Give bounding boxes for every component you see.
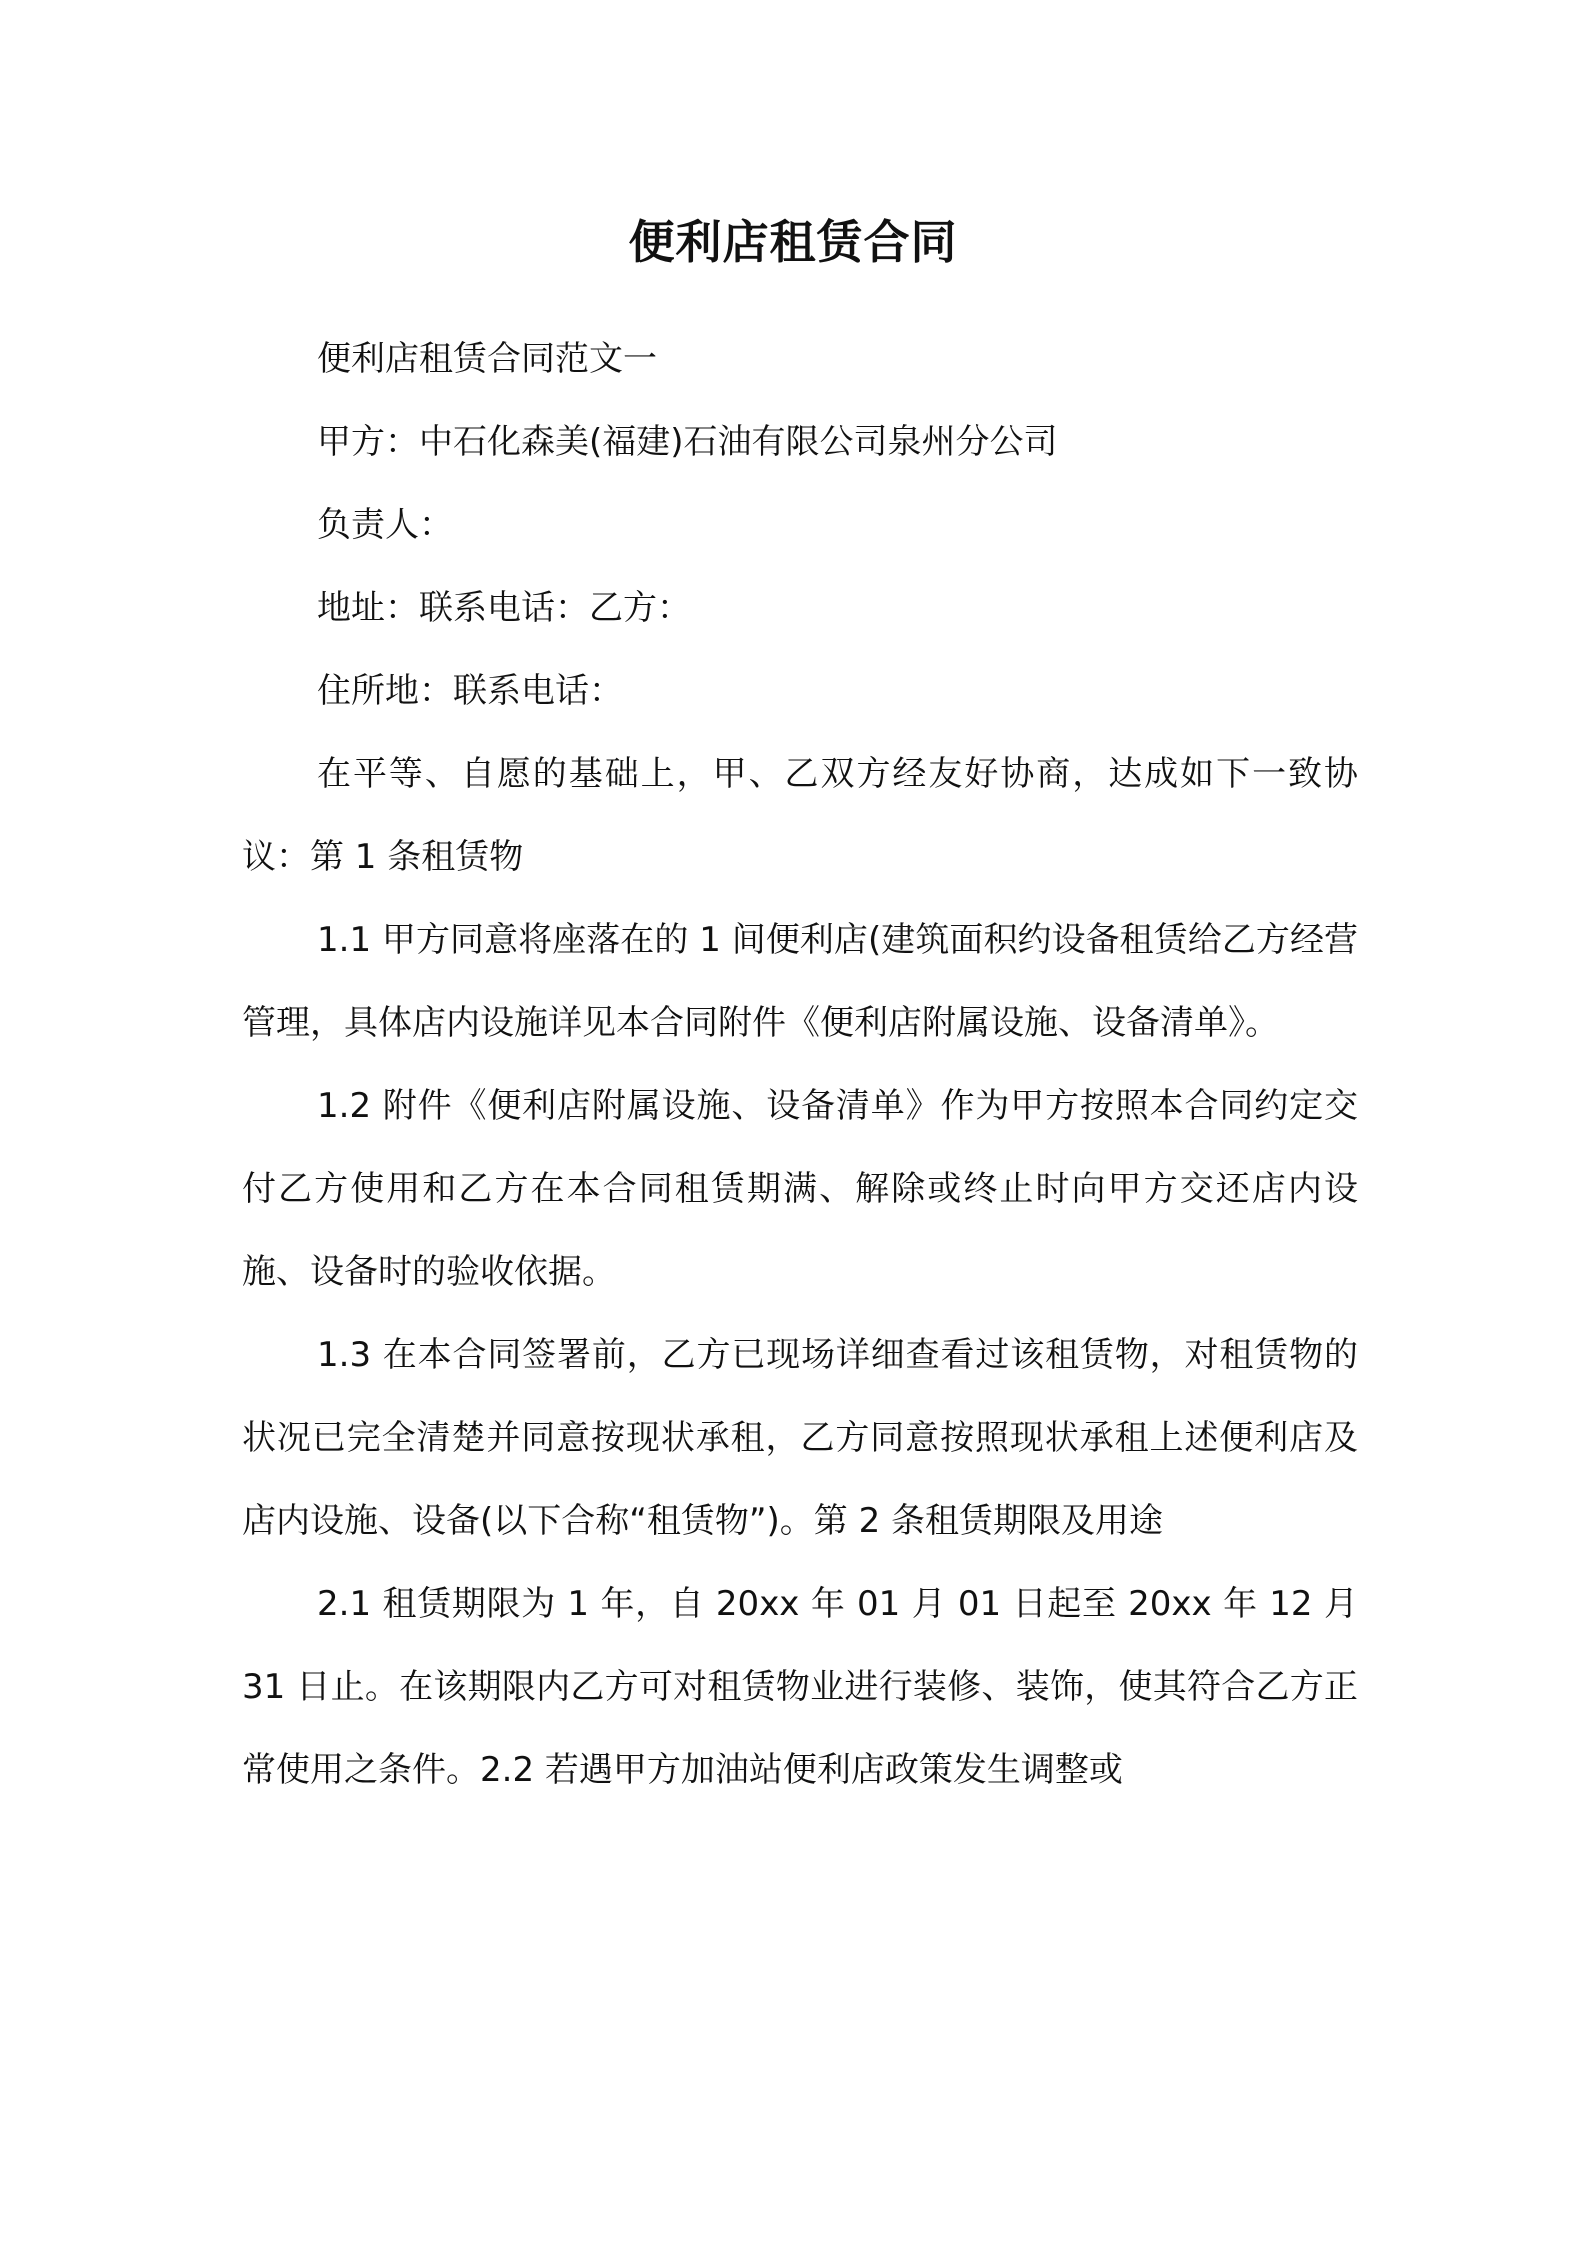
paragraph-residence-contact: 住所地：联系电话： bbox=[317, 671, 623, 711]
paragraph-agreement-intro: 在平等、自愿的基础上，甲、乙双方经友好协商，达成如下一致协议：第 1 条租赁物 bbox=[242, 754, 1358, 877]
paragraph-address-contact: 地址：联系电话：乙方： bbox=[317, 588, 691, 628]
paragraph-responsible-person: 负责人： bbox=[317, 505, 453, 545]
paragraph-clause-1-3: 1.3 在本合同签署前，乙方已现场详细查看过该租赁物，对租赁物的状况已完全清楚并同意按现状承租，乙方同意按照现状承租上述便利店及店内设施、设备(以下合称“租赁物”)。第 2 条租赁期限及用途 bbox=[242, 1335, 1358, 1541]
document-body bbox=[242, 318, 1358, 1812]
paragraph-sample-heading: 便利店租赁合同范文一 bbox=[317, 339, 657, 379]
paragraph-clause-2-1: 2.1 租赁期限为 1 年，自 20xx 年 01 月 01 日起至 20xx 年 12 月 31 日止。在该期限内乙方可对租赁物业进行装修、装饰，使其符合乙方正常使用之条件。2.2 若遇甲方加油站便利店政策发生调整或 bbox=[242, 1584, 1358, 1790]
document-title: 便利店租赁合同 bbox=[628, 215, 958, 269]
paragraph-clause-1-2: 1.2 附件《便利店附属设施、设备清单》作为甲方按照本合同约定交付乙方使用和乙方在本合同租赁期满、解除或终止时向甲方交还店内设施、设备时的验收依据。 bbox=[242, 1086, 1358, 1292]
paragraph-party-a: 甲方：中石化森美(福建)石油有限公司泉州分公司 bbox=[317, 422, 1058, 462]
paragraph-clause-1-1: 1.1 甲方同意将座落在的 1 间便利店(建筑面积约设备租赁给乙方经营管理，具体店内设施详见本合同附件《便利店附属设施、设备清单》。 bbox=[242, 920, 1358, 1043]
